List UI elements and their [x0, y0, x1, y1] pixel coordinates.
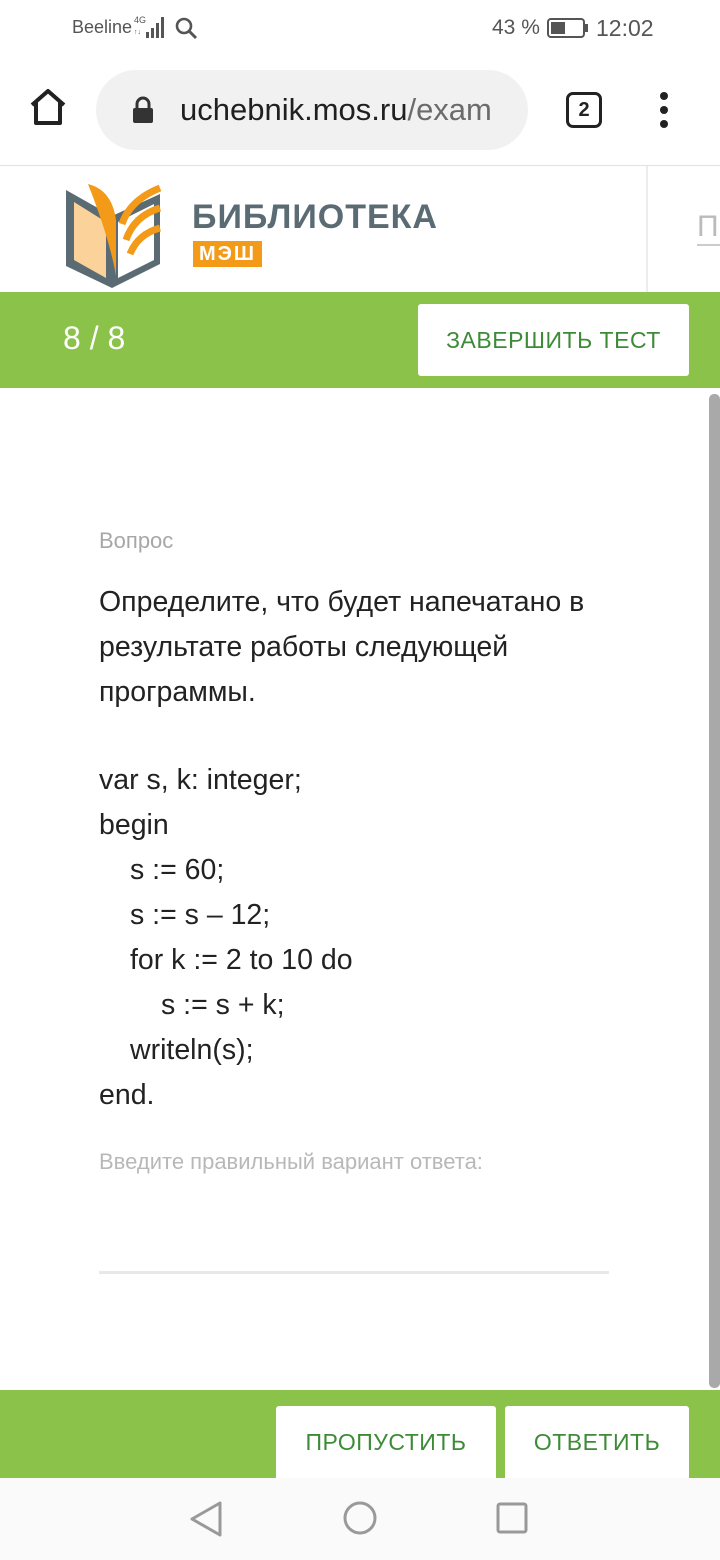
carrier-name: Beeline — [72, 17, 133, 37]
code-line: begin — [99, 809, 169, 841]
action-bar — [0, 1390, 720, 1478]
question-text: Определите, что будет напечатано в результате работы следующей программы. — [99, 586, 585, 708]
clock: 12:02 — [596, 15, 654, 41]
library-logo-title: БИБЛИОТЕКА — [192, 198, 438, 236]
back-triangle-icon[interactable] — [188, 1500, 224, 1538]
svg-text:↑↓: ↑↓ — [134, 29, 141, 36]
4g-signal-icon — [134, 14, 168, 40]
status-bar — [0, 0, 720, 56]
address-bar[interactable] — [96, 70, 528, 150]
home-icon[interactable] — [24, 83, 72, 131]
code-line: writeln(s); — [130, 1034, 254, 1066]
code-line: var s, k: integer; — [99, 764, 302, 796]
code-block — [99, 758, 353, 1118]
code-line: s := s – 12; — [130, 899, 271, 931]
book-logo-icon[interactable] — [60, 180, 166, 292]
site-header — [0, 166, 720, 292]
question-label: Вопрос — [99, 528, 174, 553]
question-content — [0, 388, 720, 1390]
header-cut-underline — [697, 244, 720, 246]
header-divider — [646, 166, 648, 292]
url-path: /exam — [407, 92, 492, 127]
skip-button[interactable]: ПРОПУСТИТЬ — [276, 1406, 496, 1478]
code-line: end. — [99, 1079, 155, 1111]
recent-square-icon[interactable] — [496, 1502, 528, 1534]
more-vert-icon[interactable] — [650, 90, 678, 130]
code-line: s := 60; — [130, 854, 225, 886]
library-logo-subtitle: МЭШ — [193, 241, 262, 267]
svg-text:4G: 4G — [134, 15, 147, 25]
search-icon — [174, 16, 198, 40]
browser-toolbar — [0, 56, 720, 166]
answer-input[interactable] — [99, 1208, 609, 1274]
url-host: uchebnik.mos.ru — [180, 92, 408, 127]
home-circle-icon[interactable] — [342, 1500, 378, 1536]
header-cut-text[interactable]: П — [697, 210, 719, 243]
code-line: s := s + k; — [161, 989, 285, 1021]
lock-icon — [132, 96, 154, 124]
battery-icon — [547, 17, 589, 39]
url-text — [180, 92, 492, 128]
answer-hint: Введите правильный вариант ответа: — [99, 1149, 483, 1174]
answer-button[interactable]: ОТВЕТИТЬ — [505, 1406, 689, 1478]
tab-switcher-button[interactable]: 2 — [566, 92, 602, 128]
code-line: for k := 2 to 10 do — [130, 944, 353, 976]
finish-test-button[interactable]: ЗАВЕРШИТЬ ТЕСТ — [418, 304, 689, 376]
question-counter: 8 / 8 — [63, 320, 126, 356]
battery-percent: 43 % — [492, 16, 540, 39]
test-progress-bar — [0, 292, 720, 388]
scrollbar[interactable] — [709, 394, 720, 1388]
system-nav-bar — [0, 1478, 720, 1560]
